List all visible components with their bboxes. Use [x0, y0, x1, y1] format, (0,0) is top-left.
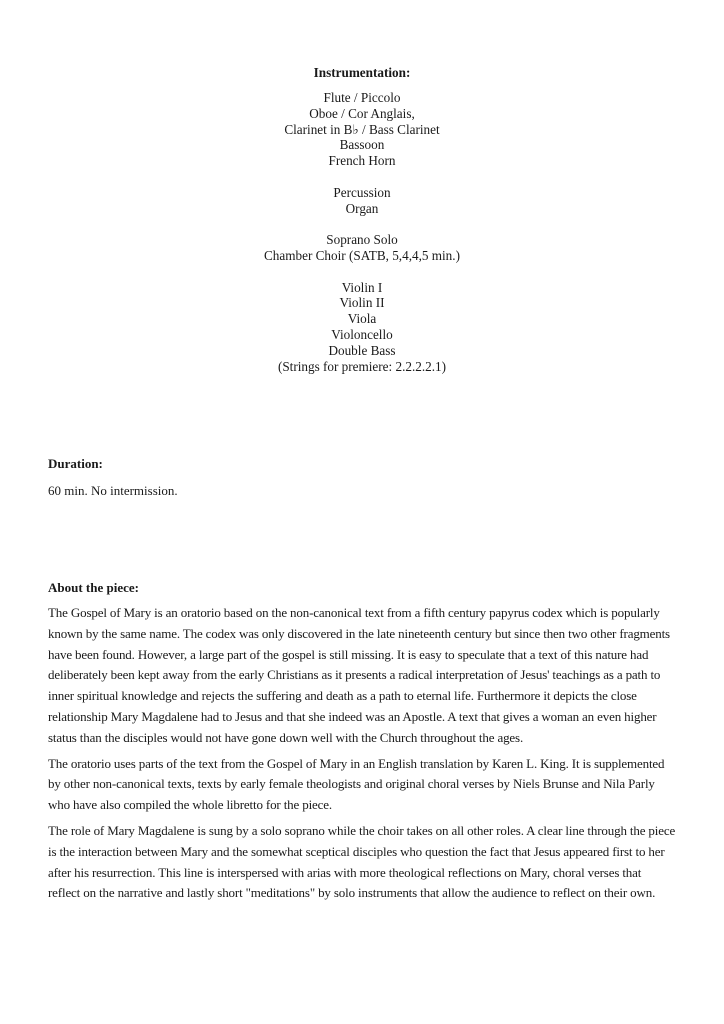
instrument-line: Oboe / Cor Anglais,	[309, 105, 415, 121]
blank-line	[0, 216, 724, 232]
instrument-line: Double Bass	[328, 342, 396, 358]
instrument-line: Violoncello	[331, 326, 393, 342]
duration-text: 60 min. No intermission.	[48, 483, 178, 498]
instrument-list	[0, 90, 724, 374]
instrument-line: French Horn	[328, 153, 396, 169]
about-paragraph-1: The Gospel of Mary is an oratorio based on the non-canonical text from a fifth century papyrus codex which is popularly known by the same name. The codex was only discovered in the late nineteenth century but since then two other fragments have been found. However, a large part of the gospel is still missing. It is easy to speculate that a text of this nature had deliberately been kept away from the early Christians as it presents a radical interpretation of Jesus' teachings as a path to inner spiritual knowledge and rejects the suffering and death as a path to eternal life. Furthermore it depicts the close relationship Mary Magdalene had to Jesus and that she indeed was an Apostle. A text that gives a woman an even higher status than the disciples would not have gone down well with the Church throughout the ages.	[48, 605, 670, 745]
duration-heading: Duration:	[48, 456, 103, 471]
instrument-line: (Strings for premiere: 2.2.2.2.1)	[277, 358, 447, 374]
instrument-line: Organ	[345, 200, 379, 216]
duration-section	[48, 455, 676, 502]
about-heading: About the piece:	[48, 580, 139, 595]
instrument-line: Viola	[347, 311, 377, 327]
about-paragraph-2: The oratorio uses parts of the text from the Gospel of Mary in an English translation by Karen L. King. It is supplemented by other non-canonical texts, texts by early female theologists and original choral verses by Niels Brunse and Nila Parly who have also compiled the whole libretto for the piece.	[48, 755, 665, 813]
instrument-line: Percussion	[333, 184, 391, 200]
instrument-line: Clarinet in B♭ / Bass Clarinet	[284, 121, 440, 137]
instrument-line: Chamber Choir (SATB, 5,4,4,5 min.)	[264, 247, 460, 263]
instrument-line: Bassoon	[339, 137, 385, 153]
instrument-line: Flute / Piccolo	[323, 90, 401, 105]
about-section	[48, 579, 676, 909]
instrumentation-heading: Instrumentation:	[313, 65, 411, 80]
blank-line	[0, 169, 724, 185]
instrument-line: Soprano Solo	[326, 232, 398, 248]
instrument-line: Violin II	[339, 295, 385, 311]
instrument-line: Violin I	[341, 279, 383, 295]
blank-line	[0, 264, 724, 280]
about-paragraph-3: The role of Mary Magdalene is sung by a solo soprano while the choir takes on all other roles. A clear line through the piece is the interaction between Mary and the somewhat sceptical disciples who question the fact that Jesus appeared first to her after his resurrection. This line is interspersed with arias with more theological reflections on Mary, choral verses that reflect on the narrative and lastly short "meditations" by solo instruments that allow the audience to reflect on their own.	[48, 822, 676, 901]
instrumentation-section	[0, 64, 724, 374]
